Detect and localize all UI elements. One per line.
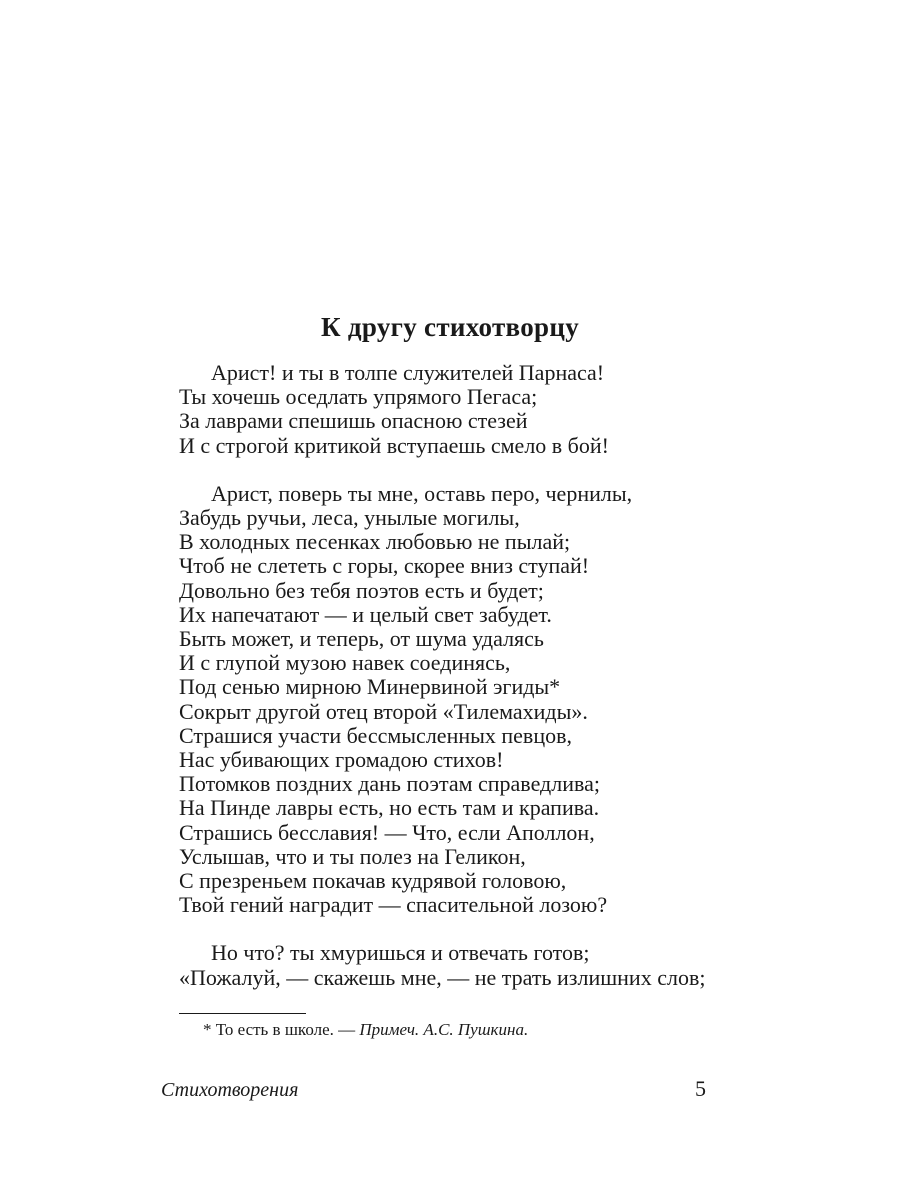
poem-line: Под сенью мирною Минервиной эгиды* xyxy=(179,674,561,700)
poem-line: Чтоб не слететь с горы, скорее вниз ступай! xyxy=(179,553,590,579)
poem-line: Довольно без тебя поэтов есть и будет; xyxy=(179,577,544,603)
poem-line: Но что? ты хмуришься и отвечать готов; xyxy=(211,940,590,966)
running-title: Стихотворения xyxy=(161,1079,299,1101)
poem-line: Потомков поздних дань поэтам справедлива; xyxy=(179,771,600,797)
poem-line: Быть может, и теперь, от шума удалясь xyxy=(179,626,544,652)
poem-line: С презреньем покачав кудрявой головою, xyxy=(179,868,567,894)
poem-line: За лаврами спешишь опасною стезей xyxy=(179,408,528,434)
poem-line: И с строгой критикой вступаешь смело в бой! xyxy=(179,432,609,458)
footnote-text: * То есть в школе. — xyxy=(203,1020,360,1039)
poem-line: «Пожалуй, — скажешь мне, — не трать излишних слов; xyxy=(179,964,706,990)
footnote-divider xyxy=(179,1013,306,1014)
stanza xyxy=(179,482,779,918)
poem-line: Твой гений наградит — спасительной лозою? xyxy=(179,892,608,918)
stanza xyxy=(179,361,779,458)
poem-line: Услышав, что и ты полез на Геликон, xyxy=(179,843,526,869)
poem-line: В холодных песенках любовью не пылай; xyxy=(179,529,571,555)
poem-line: Страшись бесславия! — Что, если Аполлон, xyxy=(179,819,595,845)
poem-body xyxy=(179,361,779,990)
stanza xyxy=(179,941,779,989)
poem-line: И с глупой музою навек соединясь, xyxy=(179,650,511,676)
poem-line: Сокрыт другой отец второй «Тилемахиды». xyxy=(179,698,588,724)
page-number: 5 xyxy=(695,1076,706,1101)
poem-line: Нас убивающих громадою стихов! xyxy=(179,747,504,773)
footnote-attribution: Примеч. А.С. Пушкина. xyxy=(359,1020,529,1039)
poem-line: Ты хочешь оседлать упрямого Пегаса; xyxy=(179,384,538,410)
poem-line: Страшися участи бессмысленных певцов, xyxy=(179,722,572,748)
poem-line: Арист, поверь ты мне, оставь перо, чернилы, xyxy=(211,480,633,506)
poem-line: На Пинде лавры есть, но есть там и крапива. xyxy=(179,795,600,821)
poem-line: Забудь ручьи, леса, унылые могилы, xyxy=(179,505,520,531)
footnote xyxy=(203,1018,528,1042)
poem-title: К другу стихотворцу xyxy=(320,312,579,342)
poem-line: Арист! и ты в толпе служителей Парнаса! xyxy=(211,360,605,385)
poem-line: Их напечатают — и целый свет забудет. xyxy=(179,601,552,627)
